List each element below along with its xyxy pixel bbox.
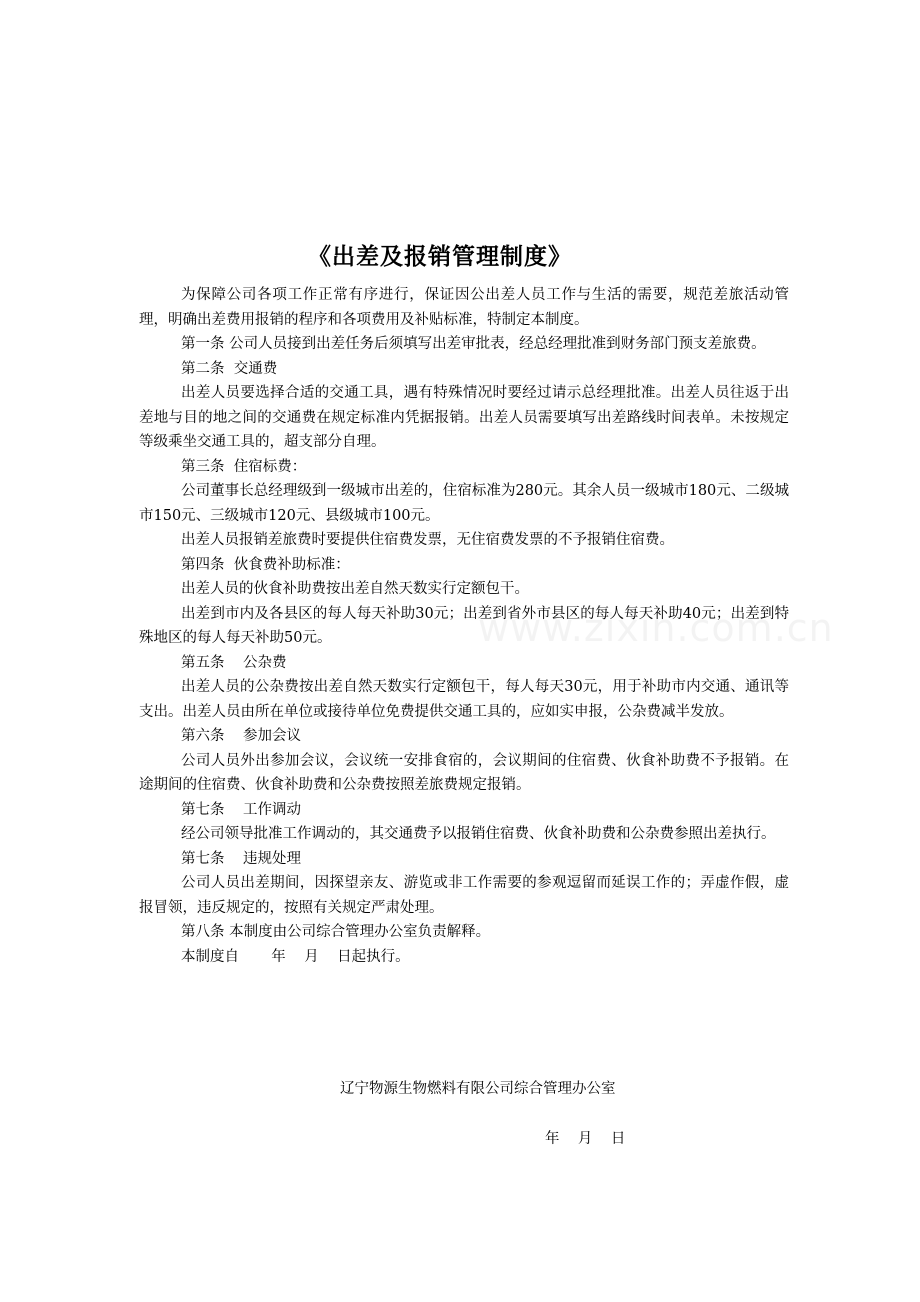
section-heading: 第三条 住宿标费：	[181, 458, 307, 475]
body-paragraph: 公司董事长总经理级到一级城市出差的，住宿标准为280元。其余人员一级城市180元、二级城市150元、三级城市120元、县级城市100元。	[139, 483, 789, 524]
body-paragraph: 经公司领导批准工作调动的，其交通费予以报销住宿费、伙食补助费和公杂费参照出差执行。	[181, 826, 776, 842]
body-paragraph: 公司人员外出参加会议，会议统一安排食宿的，会议期间的住宿费、伙食补助费不予报销。在途期间的住宿费、伙食补助费和公杂费按照差旅费规定报销。	[139, 752, 789, 793]
section-heading: 第四条 伙食费补助标准：	[181, 556, 350, 573]
body-paragraph: 出差到市内及各县区的每人每天补助30元；出差到省外市县区的每人每天补助40元；出差到特殊地区的每人每天补助50元。	[139, 605, 789, 646]
body-paragraph: 出差人员的公杂费按出差自然天数实行定额包干，每人每天30元，用于补助市内交通、通讯等支出。出差人员由所在单位或接待单位免费提供交通工具的，应如实申报，公杂费减半发放。	[139, 679, 789, 720]
document-title: 《出差及报销管理制度》	[308, 243, 572, 270]
signature-organization: 辽宁物源生物燃料有限公司综合管理办公室	[340, 1081, 616, 1097]
section-heading: 第二条 交通费	[181, 360, 278, 377]
document-body	[139, 283, 789, 969]
section-heading: 第六条 参加会议	[181, 728, 301, 744]
section-heading: 第七条 违规处理	[181, 850, 301, 867]
section-heading: 本制度自 年 月 日起执行。	[181, 948, 410, 965]
body-paragraph: 出差人员要选择合适的交通工具，遇有特殊情况时要经过请示总经理批准。出差人员往返于出差地与目的地之间的交通费在规定标准内凭据报销。出差人员需要填写出差路线时间表单。未按规定等级乘坐交通工具的，超支部分自理。	[139, 385, 789, 450]
body-paragraph: 第一条 公司人员接到出差任务后须填写出差审批表，经总经理批准到财务部门预支差旅费。	[181, 336, 766, 352]
signature-date: 年 月 日	[545, 1131, 626, 1147]
body-paragraph: 公司人员出差期间，因探望亲友、游览或非工作需要的参观逗留而延误工作的；弄虚作假，虚报冒领，违反规定的，按照有关规定严肃处理。	[139, 875, 789, 916]
section-heading: 第七条 工作调动	[181, 801, 301, 818]
body-paragraph: 出差人员报销差旅费时要提供住宿费发票，无住宿费发票的不予报销住宿费。	[181, 532, 675, 548]
section-heading: 第五条 公杂费	[181, 654, 287, 671]
body-paragraph: 第八条 本制度由公司综合管理办公室负责解释。	[181, 924, 491, 940]
body-paragraph: 出差人员的伙食补助费按出差自然天数实行定额包干。	[181, 581, 530, 597]
body-paragraph: 为保障公司各项工作正常有序进行，保证因公出差人员工作与生活的需要，规范差旅活动管理，明确出差费用报销的程序和各项费用及补贴标准，特制定本制度。	[139, 287, 789, 328]
